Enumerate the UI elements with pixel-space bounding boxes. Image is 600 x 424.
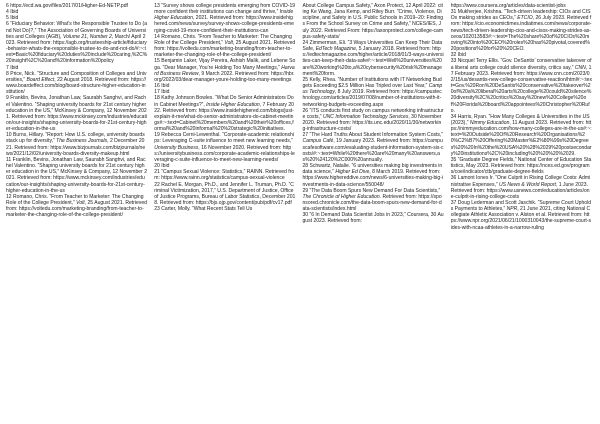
endnote-entry (6, 21, 147, 64)
endnote-source-title: Harvard Business Review (154, 64, 295, 77)
endnote-entry: 20 Ibid (154, 163, 170, 170)
endnote-source-title: University Business (154, 144, 199, 151)
endnote-source-title: The Chronicle of Higher Education (302, 193, 380, 200)
endnote-text: , 25 August 2021. Retrieved from: https://voltedu.com/marketing-branding/from-teacher-to-marketer-the-changing-role-of-the-college-president/ (6, 200, 147, 219)
endnote-source-title: US News & World Report (499, 181, 556, 188)
endnote-entry: 17 Ibid (154, 89, 170, 96)
endnote-source-title: Volt (76, 200, 85, 206)
endnote-entry (6, 194, 147, 219)
endnote-text: 10 Burns, Hillary. “Report: How U.S. college, university boards stack up for diversity,” (6, 132, 145, 145)
endnote-text: , 17 February 2023. Retrieved from: https://www.cnn.com/2023/02/15/us/desantis-new-college-conservative-reaction/html#:~:text=Gov.%20Ron%20DeSantis%20conservative%20takeover%20of%20a%20liberal%20arts%20college%20could%20silence%20diversity%2C%20critics%20say%20new%20College%20of%20Florida%20board%20appointees%20Christopher%20Rufo. (450, 64, 592, 114)
endnote-text: 31 Mukherjee, Krishna. “Tech-driven leadership: CIOs and CISOs making strides as CEOs,” (450, 9, 591, 22)
endnote-entry (6, 132, 147, 157)
endnote-source-title: NPR (506, 206, 518, 213)
endnote-source-title: Inside Higher Education (154, 9, 294, 22)
endnote-entry: 5 Ibid (6, 15, 19, 22)
endnote-source-title: Campus Café (302, 138, 334, 145)
endnote-entry: 23 Carter, Molly. “What Recent Stats Tell Us (154, 206, 253, 213)
endnote-text: , 30 November 2020. Retrieved from: https://its.unc.edu/2020/11/30/networking-infrastructure-costs/ (302, 113, 442, 133)
endnote-text: , 8 July 2019. Retrieved from: https://campustechnology.com/articles/2019/07/08/number-of-institutions-with-it-networking-budgets-exceeding.aspx (302, 89, 442, 108)
endnote-text: 8 Price, Nick. “Structure and Composition of Colleges and Universities,” (6, 70, 147, 83)
endnote-source-title: The Business Journals (56, 138, 108, 145)
endnote-entry (154, 34, 295, 59)
endnote-source-title: Volt (224, 39, 233, 46)
endnote-entry: 4 Ibid (6, 9, 19, 16)
endnote-entry (451, 200, 592, 231)
endnote-entry (303, 77, 444, 108)
endnote-text: 28 Schwartz, Natalie. “6 universities making big investments in data science,” (302, 163, 443, 176)
endnote-text: , 26 July 2023. Retrieved from: https://cio.economictimes.indiatimes.com/news/corporate-news/tech-driven-leadership-cios-and-cisos-making-strides-as-ceos/102013583#:~:text=The%20share%20of%20CIOs%20moving%20into%20CEO%20roles%20has%20pivotal,covered%20positions%20for%20%20CEO. (450, 15, 592, 53)
endnote-text: . Retrieved from: https://sponsored.chronicle.com/the-data-boom-spurs-new-demand-for-data-scientists/index.html (302, 193, 442, 213)
endnote-text: 24 Zimmerman, Eli. “3 Ways Universities Can Keep Their Data Safe, (302, 39, 443, 53)
endnote-source-title: Campus Technology (302, 83, 443, 96)
endnote-entry: About College Campus Safety,” Axon Protect, 12 April 2022: citing Ke Wang, Jana Kemp, and Riley Burr. “Crime, Violence, Discipline, and Safety in U.S. Public Schools in 2019–20: Findings From the School Survey on Crime and Safety,” NCES/IES, July 2022. Retrieved From: https://axonprotect.com/college-campus-safety-stats/ (302, 3, 444, 40)
endnote-text: 36 Lamont Iones Ir. “One Culprit in Rising College Costs: Administrative Expenses,” (450, 175, 591, 188)
notes-column (154, 3, 295, 424)
endnote-text: , 8 March 2019. Retrieved from: https://www.highereddive.com/news/6-universities-making-big-investments-in-data-science/550048/ (302, 169, 444, 188)
endnote-text: 19 Rebecca Cerni-Lewenthal. “Corporate-academic relationships: Leveraging C-suite influence to meet new learning needs,” (154, 132, 294, 145)
endnote-text: , 7 February 2022. Retrieved from: https://www.insidehighered.com/blogs/just-explain-it-me/what-do-senior-administrators-do-cabinet-meetings#:~:text=Cabinet%20members%20and%20their%20offices,formal%20and%20informal%20%20strategic%20initiatives. (154, 101, 294, 133)
endnote-source-title: Higher Ed Dive (335, 169, 370, 176)
endnote-text: , March/ April 2023. Retrieved from: https://agb.org/trusteeship-article/fiduciary-behavior-whats-the-responsible-trustee-to-do-and-not-do/#:~:text=Basic%20fiduciary%20duties%20include%20caring,%2C%20insight%2C%20and%20information%20policy (6, 33, 148, 65)
endnote-source-title: CNN (574, 64, 586, 71)
endnote-entry (451, 58, 592, 113)
endnote-text: , 25 August 2021. Retrieved from: https://voltedu.com/marketing-branding/from-teacher-to-marketer-the-changing-role-of-the-college-president/ (154, 39, 296, 59)
endnote-entry: https://www.coursera.org/articles/data-scientist-jobs (450, 3, 566, 9)
endnote-text: 37 Doug Lederman and Scott Jaschik. “Supreme Court Upholds Payments to Athletes,” (450, 200, 592, 213)
endnote-text: 33 Nicquel Terry Ellis. “Gov. DeSantis’ conservative takeover of a liberal arts college could silence diversity, critics say,” (450, 58, 592, 71)
endnote-text: , 19 January 2023. Retrieved from: https://campuscafesoftware.com/evaluating-student-information-system-sis-costs/#:~:text=While%20there%20are%20many%20answers,as%20%24120%2C000%20annually. (302, 138, 444, 163)
endnote-entry (6, 71, 147, 96)
endnote-text: , 2 December 2021. Retrieved from: https://www.bizjournals.com/bizjournals/news/2021/12/02/university-boards-diversity-makeup.html (6, 138, 146, 157)
endnote-text: 6 “Fiduciary Behavior: What’s the Responsible Trustee to Do (and Not Do)?,” The Association of Governing Boards of Universities and Colleges (AGB), (6, 21, 148, 40)
endnote-text: , 5 January 2018. Retrieved from: https://edtechmagazine.com/higher/article/2018/01/3-ways-universities-can-keep-their-data-safe#:~:text=Well%20universities%20are%20working%20to,a%20cybersecurity%20risk%20management%20form. (302, 46, 444, 77)
endnote-entry (154, 58, 295, 83)
endnote-text: , 11 August 2023. Retrieved from: https://nimmyeducation.com/how-many-colleges-are-in-the-us#:~:text=%20Outside%20Of%20Research%20Organisations%20%C2%B7%20Offering%20Master%E2%80%99s%20Degrees%20%20In%20the%20USA%20%28%2029%20postsecondary%20institutions%2C%20including%20%20%20%2029. (450, 119, 592, 157)
endnote-entry: 22 Rachel E. Morgan, Ph.D., and Jennifer L. Truman, Ph.D. “Criminal Victimization, 2017,” U.S. Department of Justice, Office of Justice Programs, Bureau of Labor Statistics, December 2018. Retrieved from: https://bjs.ojp.gov/content/pub/pdf/cv17.pdf (154, 181, 296, 206)
endnote-text: , 22 August 2018. Retrieved from: https://www.boardeffect.com/blog/board-structure-higher-education-institution/ (6, 76, 147, 96)
endnote-text: 25 Kelly, Rhea. “Number of Institutions with IT Networking Budgets Exceeding $2.5 Million Has Tripled over Last Year,” (302, 76, 442, 90)
endnote-entry: 30 “6 In Demand Data Scientist Jobs in 2023,” Coursera, 30 August 2023. Retrieved from: (302, 212, 444, 225)
endnote-entry (303, 108, 444, 133)
endnote-text: , 16 November 2020. Retrieved from: https://universitybusiness.com/corporate-academic-relationships-leveraging-c-suite-influence-to-meet-new-learning-needs/ (154, 144, 295, 163)
endnote-text: 15 Benjamin Laker, Vijay Pereira, Ashish Malik, and Lebene Soga. “Dear Manager, You’re Holding Too Many Meetings,” (154, 58, 296, 71)
endnote-entry: 21 “Campus Sexual Violence: Statistics,” RAINN. Retrieved from: https://www.rainn.org/statistics/campus-sexual-violence (154, 169, 295, 182)
endnote-text: , 9 March 2022. Retrieved from: https://hbr.org/2022/03/dear-manager-youre-holding-too-many-meetings (154, 70, 295, 83)
endnote-entry: 6 https://ecd.wa.gov/files/2017/01/Higher-Ed-NETP.pdf (6, 3, 128, 9)
endnote-text: 18 Kathy Johnson Bowles. “What Do Senior Administrators Do in Cabinet Meetings?”, (154, 95, 294, 108)
endnote-entry (303, 40, 444, 77)
endnote-entry: 7 Ibid (6, 64, 19, 71)
notes-column (303, 3, 444, 424)
endnote-entry (154, 132, 295, 163)
endnote-entry: 11 Franklin, Bevins, Jonathan Law, Saurabh Sanghvi, and Rachel Valentino. “Shaping university boards for 21st century higher education in the US,” McKinsey & Company, 12 November 2021. Retrieved from: https://www.mckinsey.com/industries/education/our-insights/shaping-university-boards-for-21st-century-higher-education-in-the-us (6, 156, 148, 194)
endnote-entry (451, 9, 592, 52)
endnote-entry: 16 Ibid (154, 83, 170, 90)
endnote-text: 29 “The Data Boom Spurs New Demand For Data Scientists,” (302, 187, 441, 194)
endnote-source-title: UNC Information Technology Services (322, 113, 409, 120)
endnote-entry: 35 “Graduate Degree Fields,” National Center of Education Statistics, May 2023. Retrieved from: https://nces.ed.gov/programs/coe/indicator/ctb/graduate-degree-fields (450, 156, 592, 176)
endnote-text: 26 “ITS conducts first study on campus networking infrastructure costs,” (302, 107, 444, 120)
notes-column (6, 3, 147, 424)
endnote-text: , 2021. Retrieved from: https://www.insidehighered.com/news/survey/survey-shows-college-presidents-emerging-covid-19-more-confident-their-institutions-can (154, 15, 294, 34)
notes-column (451, 3, 592, 424)
endnote-text: , 1 June 2023. Retrieved from: https://www.usnews.com/education/articles/one-culprit-in-rising-college-costs (450, 181, 590, 200)
endnote-text: 14 Romano, Chris. “From Teacher to Marketer: The Changing Role of the College President,” (154, 33, 292, 46)
endnote-entry: 9 Franklin, Bevins, Jonathan Law, Saurabh Sanghvi, and Rachel Valentino. “Shaping university boards for 21st century higher education in the US,” McKinsey & Company, 12 November 2021. Retrieved from: https://www.mckinsey.com/industries/education/our-insights/shaping-university-boards-for-21st-century-higher-education-in-the-us (6, 95, 147, 133)
endnote-source-title: Nimmy Education (469, 119, 510, 126)
endnote-source-title: EdTech Magazine (315, 46, 356, 53)
endnote-entry: 32 Ibid (450, 52, 466, 59)
endnote-entry (451, 114, 592, 157)
endnote-text: 27 “The Hard Truths About Student Information System Costs,” (302, 132, 444, 139)
endnote-entry (154, 3, 295, 34)
endnote-text: 12 Romano, Chris. “From Teacher to Marketer: The Changing Role of the College President,” (6, 193, 144, 206)
endnote-entry (303, 188, 444, 213)
endnote-source-title: ETCIO (517, 15, 533, 22)
endnote-source-title: Board Effect (26, 76, 55, 83)
endnote-entry (303, 132, 444, 163)
endnote-source-title: Volume 21, Number 2 (62, 33, 112, 40)
endnote-text: 34 Harris, Ryan. “How Many Colleges & Universities in the US (2023),” (450, 113, 590, 126)
endnote-source-title: Inside Higher Education (206, 101, 260, 108)
endnote-text: , 21 June 2021, citing National Collegiate Athletic Association v. Alston et al. Retrieved from: https://www.npr.org/2021/06/21/1000310043/the-supreme-court-sides-with-ncaa-athletes-in-a-narrow-ruling (450, 206, 592, 231)
endnote-entry (154, 95, 295, 132)
endnote-text: 13 “Survey shows college presidents emerging from COVID-19 more confident their institutions can change and thrive,” (154, 3, 296, 16)
endnote-entry (303, 163, 444, 188)
endnote-entry (451, 175, 592, 200)
